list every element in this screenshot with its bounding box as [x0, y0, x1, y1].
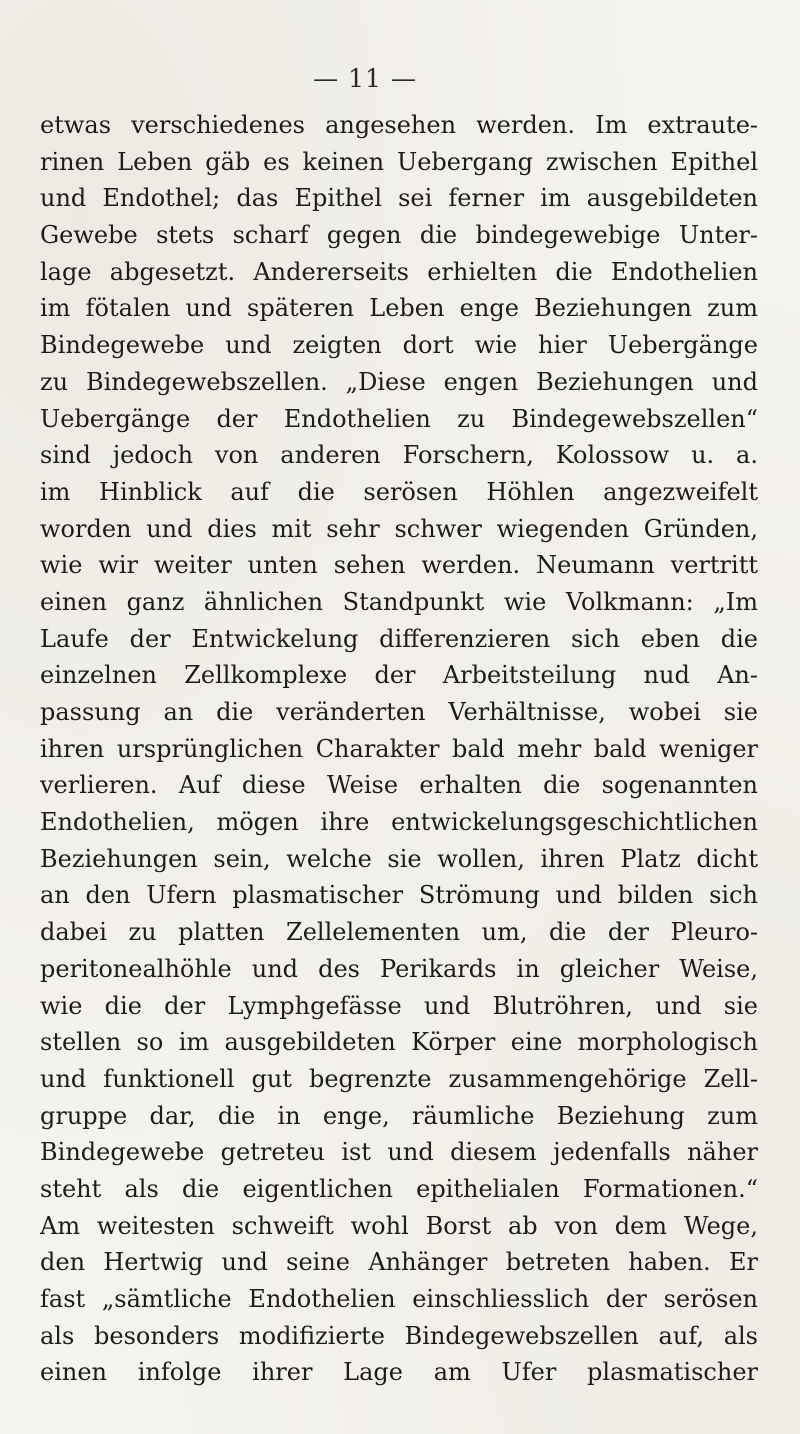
text-line: lage abgesetzt. Andererseits erhielten die Endothelien: [40, 257, 758, 286]
page-number: — 11 —: [313, 64, 417, 93]
text-line: fast „sämtliche Endothelien einschliesslich der serösen: [40, 1285, 758, 1313]
text-line: Laufe der Entwickelung differenzieren sich eben die: [40, 624, 758, 653]
text-line: sind jedoch von anderen Forschern, Kolossow u. a.: [40, 441, 758, 470]
text-line: und Endothel; das Epithel sei ferner im ausgebildeten: [40, 184, 758, 213]
text-line: Am weitesten schweift wohl Borst ab von dem Wege,: [40, 1211, 758, 1240]
text-line: an den Ufern plasmatischer Strömung und bilden sich: [40, 881, 758, 910]
text-line: einen infolge ihrer Lage am Ufer plasmatischer: [40, 1358, 758, 1387]
text-line: im fötalen und späteren Leben enge Beziehungen zum: [40, 294, 758, 323]
text-line: und funktionell gut begrenzte zusammengehörige Zell-: [40, 1064, 758, 1093]
text-line: rinen Leben gäb es keinen Uebergang zwischen Epithel: [40, 147, 758, 176]
text-line: zu Bindegewebszellen. „Diese engen Beziehungen und: [40, 367, 758, 396]
text-line: stellen so im ausgebildeten Körper eine morphologisch: [40, 1028, 758, 1057]
text-line: passung an die veränderten Verhältnisse, wobei sie: [40, 698, 758, 726]
text-line: Gewebe stets scharf gegen die bindegewebige Unter-: [40, 221, 758, 250]
text-line: gruppe dar, die in enge, räumliche Beziehung zum: [40, 1101, 758, 1130]
text-line: als besonders modifizierte Bindegewebszellen auf, als: [40, 1321, 758, 1350]
text-line: steht als die eigentlichen epithelialen Formationen.“: [40, 1174, 758, 1203]
text-line: einen ganz ähnlichen Standpunkt wie Volkmann: „Im: [40, 587, 758, 616]
body-text: [40, 107, 758, 1391]
text-line: verlieren. Auf diese Weise erhalten die sogenannten: [40, 771, 758, 800]
text-line: ihren ursprünglichen Charakter bald mehr bald weniger: [40, 734, 758, 763]
text-line: peritonealhöhle und des Perikards in gleicher Weise,: [40, 954, 758, 983]
text-line: Uebergänge der Endothelien zu Bindegewebszellen“: [40, 404, 758, 433]
text-line: dabei zu platten Zellelementen um, die der Pleuro-: [40, 918, 758, 947]
text-line: Bindegewebe getreteu ist und diesem jedenfalls näher: [40, 1138, 758, 1167]
text-line: Endothelien, mögen ihre entwickelungsgeschichtlichen: [40, 808, 758, 837]
text-line: den Hertwig und seine Anhänger betreten haben. Er: [40, 1248, 758, 1277]
text-line: Beziehungen sein, welche sie wollen, ihren Platz dicht: [40, 844, 758, 873]
text-line: Bindegewebe und zeigten dort wie hier Uebergänge: [40, 331, 758, 360]
text-line: etwas verschiedenes angesehen werden. Im extraute-: [40, 111, 758, 139]
text-line: wie wir weiter unten sehen werden. Neumann vertritt: [40, 551, 758, 580]
text-line: wie die der Lymphgefässe und Blutröhren, und sie: [40, 991, 758, 1020]
text-line: im Hinblick auf die serösen Höhlen angezweifelt: [40, 477, 758, 506]
text-line: worden und dies mit sehr schwer wiegenden Gründen,: [40, 514, 758, 543]
text-line: einzelnen Zellkomplexe der Arbeitsteilung nud An-: [40, 661, 758, 690]
